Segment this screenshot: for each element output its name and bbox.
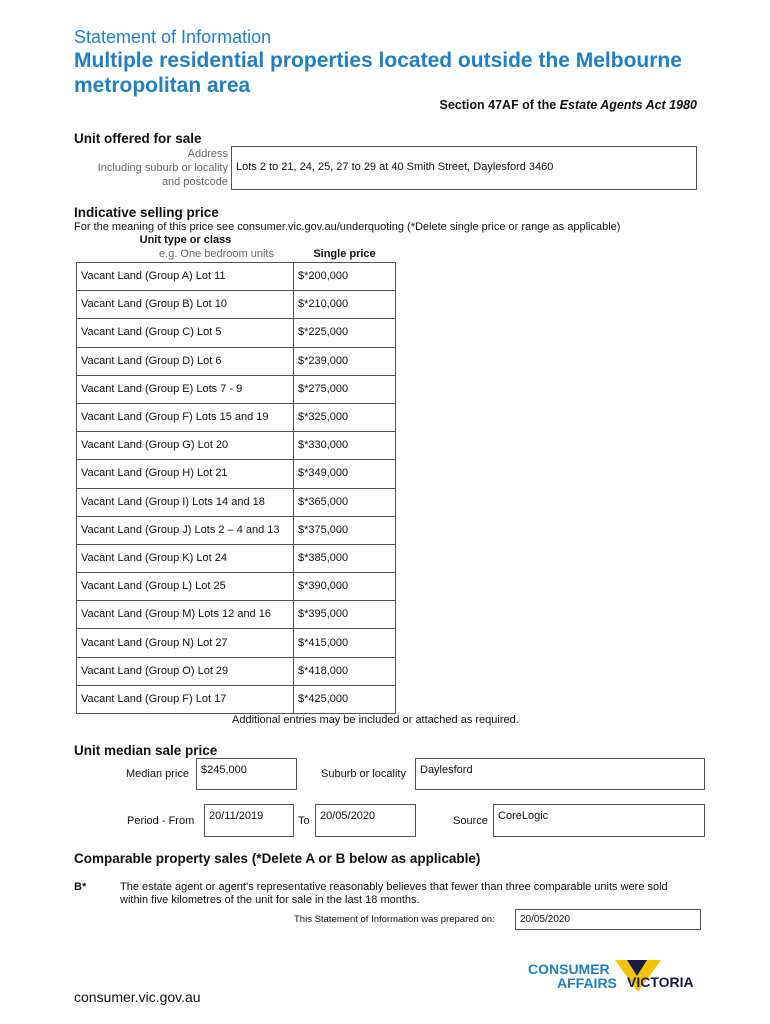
- table-row: [77, 629, 396, 657]
- col-unit-type-header: Unit type or class: [139, 234, 232, 246]
- unit-type-cell[interactable]: Vacant Land (Group I) Lots 14 and 18: [77, 488, 294, 516]
- single-price-cell[interactable]: $*210,000: [294, 291, 396, 319]
- logo-text-consumer: CONSUMER: [528, 961, 610, 977]
- source-field[interactable]: CoreLogic: [493, 804, 705, 837]
- document-kicker: Statement of Information: [74, 27, 272, 47]
- period-from-label: Period - From: [127, 815, 195, 827]
- address-label-line3: and postcode: [161, 176, 228, 188]
- median-price-label: Median price: [126, 768, 189, 780]
- single-price-cell[interactable]: $*390,000: [294, 573, 396, 601]
- col-unit-type-example: e.g. One bedroom units: [159, 248, 274, 260]
- table-row: [77, 403, 396, 431]
- period-from-field[interactable]: 20/11/2019: [204, 804, 294, 837]
- act-reference-prefix: Section 47AF of the: [439, 98, 560, 112]
- table-row: [77, 544, 396, 572]
- unit-type-cell[interactable]: Vacant Land (Group E) Lots 7 - 9: [77, 375, 294, 403]
- table-row: [77, 347, 396, 375]
- prepared-on-label: This Statement of Information was prepared on:: [294, 914, 495, 925]
- table-row: [77, 573, 396, 601]
- footer-url[interactable]: consumer.vic.gov.au: [74, 989, 201, 1005]
- unit-type-cell[interactable]: Vacant Land (Group L) Lot 25: [77, 573, 294, 601]
- single-price-cell[interactable]: $*425,000: [294, 685, 396, 713]
- indicative-heading: Indicative selling price: [74, 205, 219, 220]
- act-reference: [440, 98, 697, 112]
- address-label-line1: Address: [187, 148, 228, 160]
- unit-type-cell[interactable]: Vacant Land (Group B) Lot 10: [77, 291, 294, 319]
- additional-entries-note: Additional entries may be included or attached as required.: [232, 714, 519, 726]
- table-row: [77, 319, 396, 347]
- unit-offered-heading: Unit offered for sale: [74, 131, 202, 146]
- col-single-price-header: Single price: [313, 248, 376, 260]
- address-label: [74, 147, 228, 189]
- unit-type-cell[interactable]: Vacant Land (Group D) Lot 6: [77, 347, 294, 375]
- table-row: [77, 657, 396, 685]
- single-price-cell[interactable]: $*225,000: [294, 319, 396, 347]
- act-name: Estate Agents Act 1980: [559, 98, 697, 112]
- single-price-cell[interactable]: $*349,000: [294, 460, 396, 488]
- table-row: [77, 601, 396, 629]
- unit-type-cell[interactable]: Vacant Land (Group G) Lot 20: [77, 432, 294, 460]
- suburb-label: Suburb or locality: [321, 768, 406, 780]
- option-b-marker: B*: [74, 881, 87, 893]
- single-price-cell[interactable]: $*415,000: [294, 629, 396, 657]
- unit-type-cell[interactable]: Vacant Land (Group F) Lots 15 and 19: [77, 403, 294, 431]
- source-label: Source: [453, 815, 488, 827]
- period-to-label: To: [298, 815, 310, 827]
- single-price-cell[interactable]: $*330,000: [294, 432, 396, 460]
- price-table: [76, 262, 396, 714]
- single-price-cell[interactable]: $*365,000: [294, 488, 396, 516]
- unit-type-cell[interactable]: Vacant Land (Group H) Lot 21: [77, 460, 294, 488]
- single-price-cell[interactable]: $*375,000: [294, 516, 396, 544]
- unit-type-cell[interactable]: Vacant Land (Group C) Lot 5: [77, 319, 294, 347]
- table-row: [77, 488, 396, 516]
- unit-type-cell[interactable]: Vacant Land (Group K) Lot 24: [77, 544, 294, 572]
- single-price-cell[interactable]: $*200,000: [294, 263, 396, 291]
- table-row: [77, 516, 396, 544]
- unit-type-cell[interactable]: Vacant Land (Group N) Lot 27: [77, 629, 294, 657]
- single-price-cell[interactable]: $*275,000: [294, 375, 396, 403]
- logo-text-affairs: AFFAIRS: [557, 975, 617, 991]
- unit-type-cell[interactable]: Vacant Land (Group M) Lots 12 and 16: [77, 601, 294, 629]
- unit-type-cell[interactable]: Vacant Land (Group O) Lot 29: [77, 657, 294, 685]
- single-price-cell[interactable]: $*418,000: [294, 657, 396, 685]
- option-b-text: The estate agent or agent’s representative reasonably believes that fewer than three comparable units were sold within five kilometres of the unit for sale in the last 18 months.: [120, 881, 668, 906]
- single-price-cell[interactable]: $*239,000: [294, 347, 396, 375]
- unit-type-cell[interactable]: Vacant Land (Group J) Lots 2 – 4 and 13: [77, 516, 294, 544]
- table-row: [77, 460, 396, 488]
- table-row: [77, 375, 396, 403]
- period-to-field[interactable]: 20/05/2020: [315, 804, 416, 837]
- logo-graphic: [527, 958, 707, 998]
- single-price-cell[interactable]: $*395,000: [294, 601, 396, 629]
- comparable-heading: Comparable property sales (*Delete A or B below as applicable): [74, 851, 481, 866]
- indicative-note: For the meaning of this price see consumer.vic.gov.au/underquoting (*Delete single price or range as applicable): [74, 221, 621, 233]
- table-row: [77, 263, 396, 291]
- table-row: [77, 291, 396, 319]
- address-label-line2: Including suburb or locality: [97, 162, 228, 174]
- suburb-field[interactable]: Daylesford: [415, 758, 705, 790]
- median-heading: Unit median sale price: [74, 743, 218, 758]
- unit-type-cell[interactable]: Vacant Land (Group A) Lot 11: [77, 263, 294, 291]
- logo-text-victoria: VICTORIA: [627, 974, 694, 990]
- table-row: [77, 432, 396, 460]
- single-price-cell[interactable]: $*385,000: [294, 544, 396, 572]
- table-row: [77, 685, 396, 713]
- prepared-on-field[interactable]: 20/05/2020: [515, 909, 701, 930]
- unit-type-cell[interactable]: Vacant Land (Group F) Lot 17: [77, 685, 294, 713]
- median-price-field[interactable]: $245,000: [196, 758, 297, 790]
- address-field[interactable]: Lots 2 to 21, 24, 25, 27 to 29 at 40 Smith Street, Daylesford 3460: [231, 146, 697, 190]
- consumer-affairs-victoria-logo: [527, 958, 707, 1003]
- single-price-cell[interactable]: $*325,000: [294, 403, 396, 431]
- document-title: Multiple residential properties located outside the Melbourne metropolitan area: [74, 49, 682, 97]
